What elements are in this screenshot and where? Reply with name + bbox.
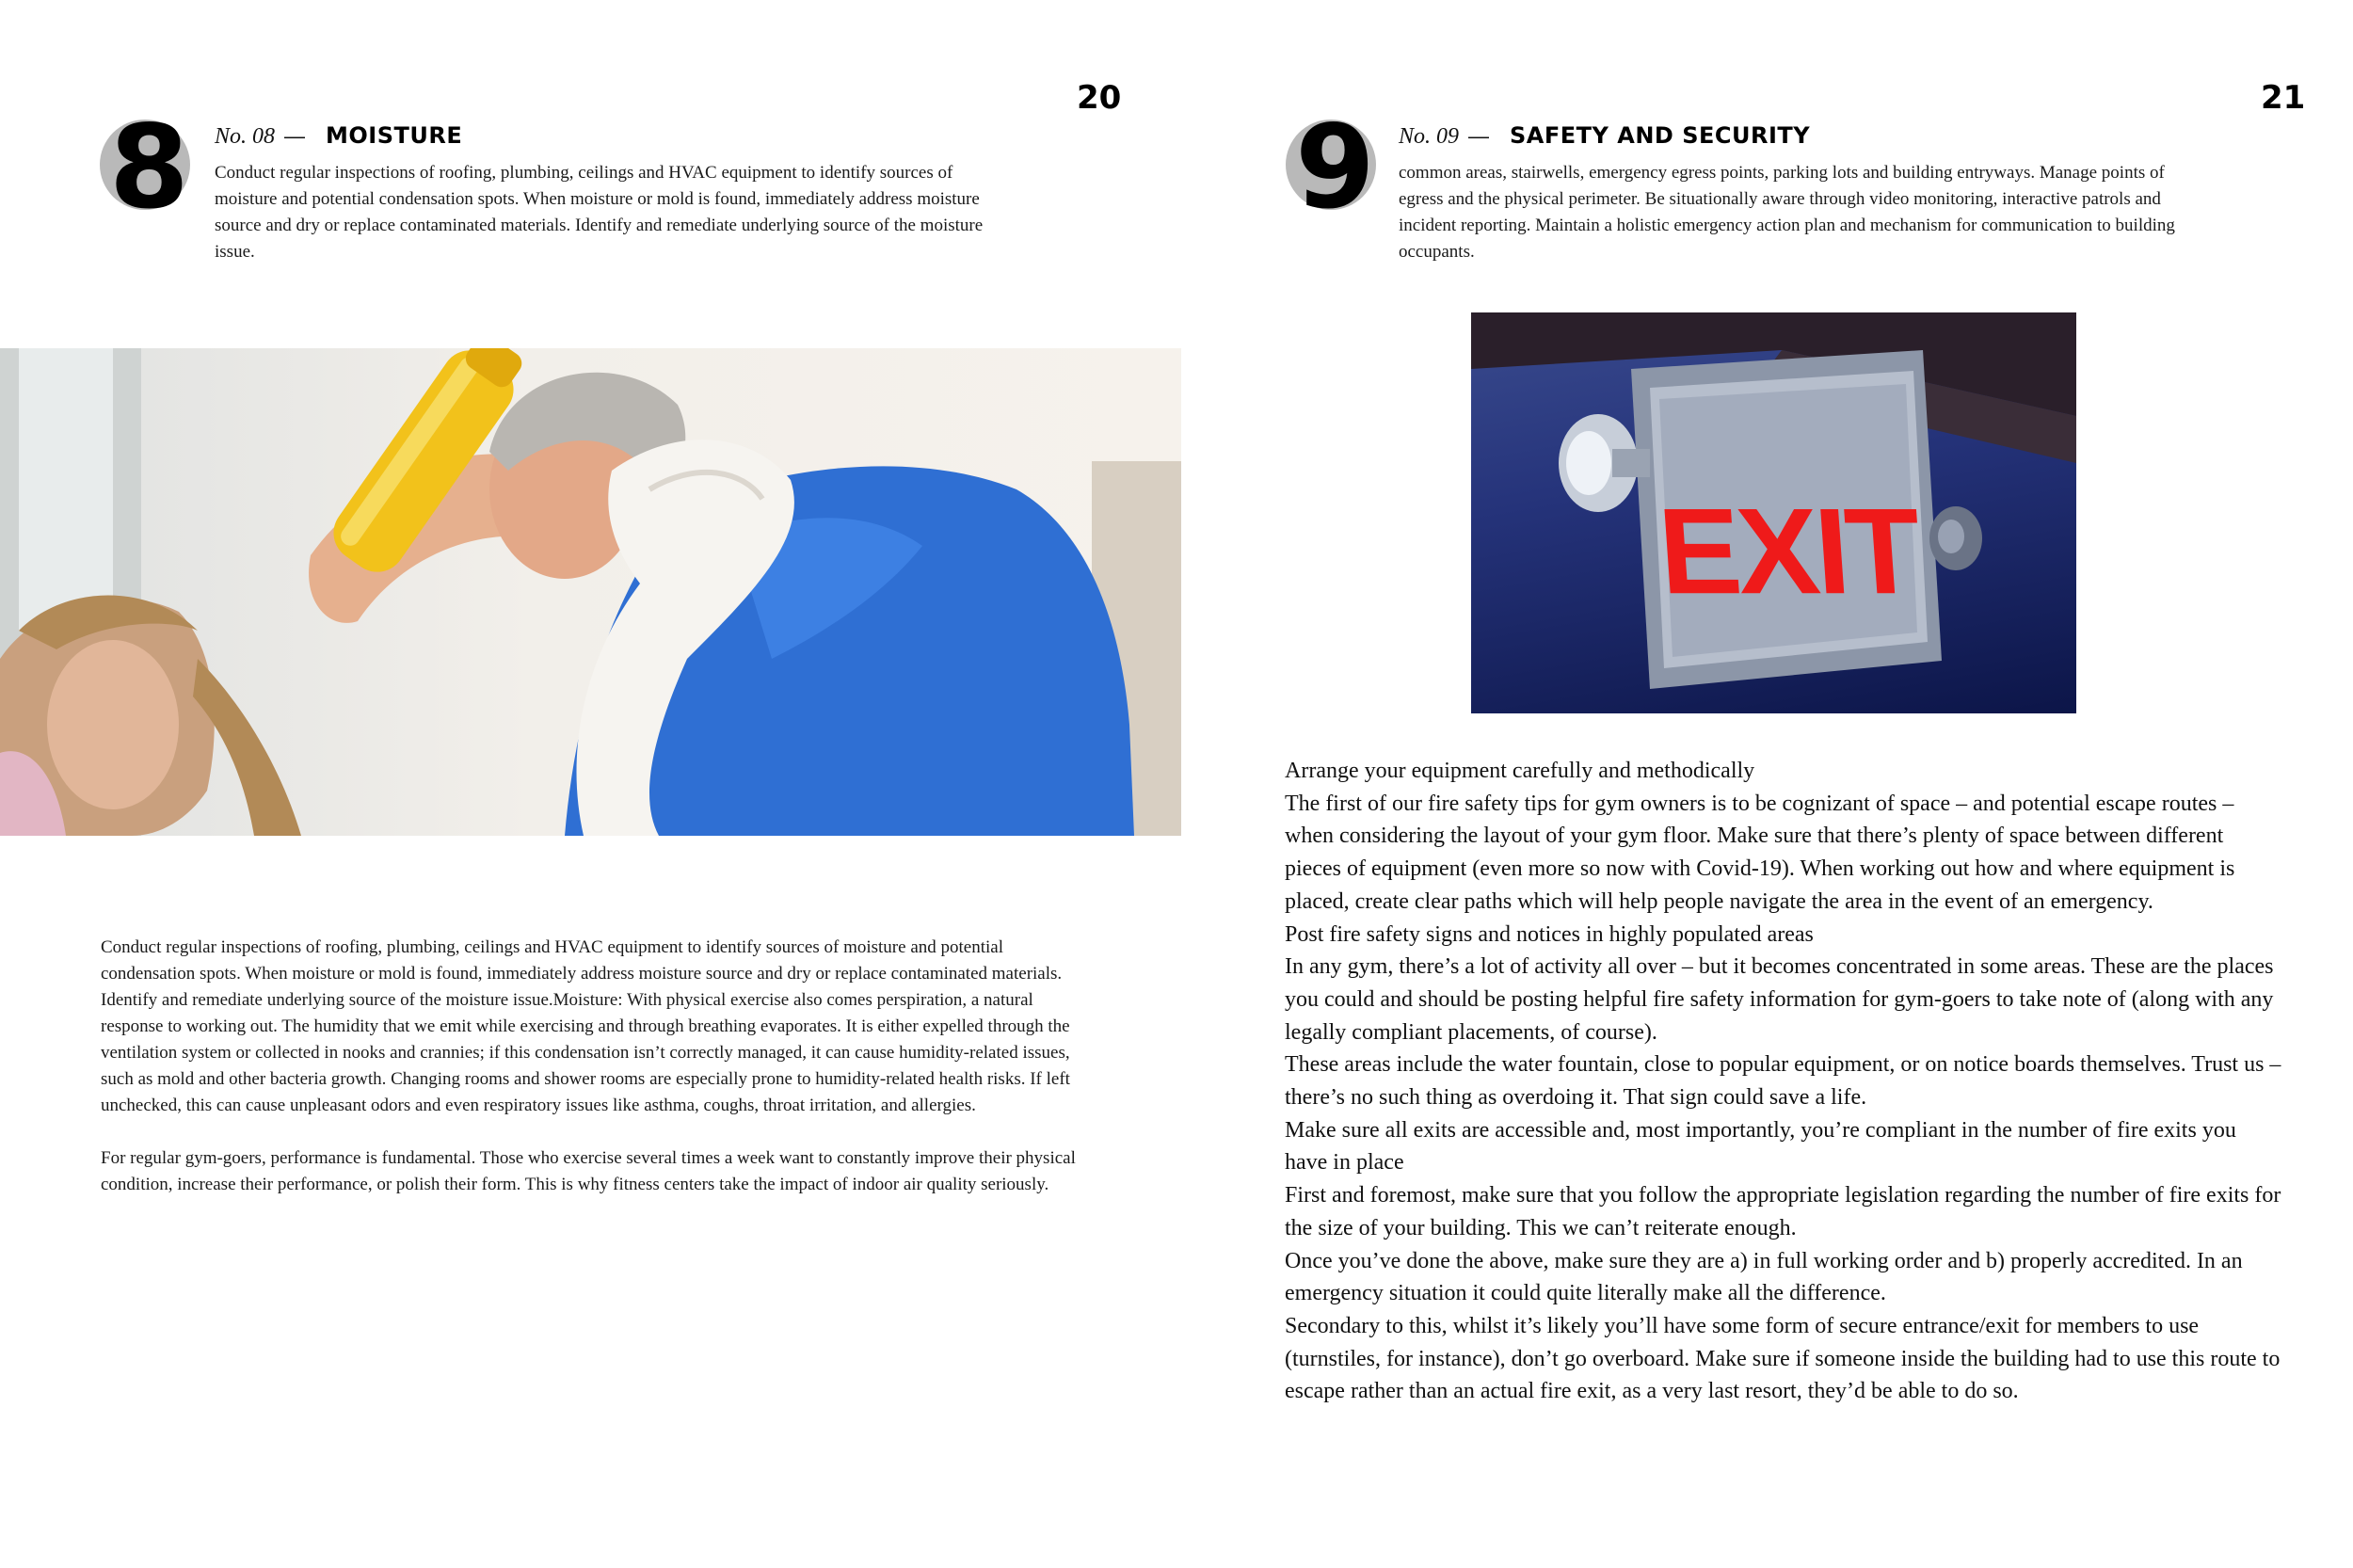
section-number: 9 [1295,101,1371,234]
section-label: No. 08 [215,124,276,149]
body-subheading: Arrange your equipment carefully and methodically [1285,759,1755,783]
section-label: No. 09 [1399,124,1460,149]
section-heading [215,122,462,150]
body-paragraph: Once you’ve done the above, make sure they are a) in full working order and b) properly accredited. In an emergency situation it could quite literally make all the difference. [1285,1248,2243,1306]
page-number: 20 [1077,79,1122,117]
body-paragraph: These areas include the water fountain, close to popular equipment, or on notice boards themselves. Trust us – there’s no such thing as overdoing it. That sign could save a life. [1285,1052,2281,1111]
section-body [1285,755,2282,1408]
section-body [101,935,1084,1224]
gym-photo-illustration [0,348,1181,836]
gym-workout-photo [0,348,1181,836]
section-intro: Conduct regular inspections of roofing, plumbing, ceilings and HVAC equipment to identify sources of moisture and potential condensation spots. When moisture or mold is found, immediately address moisture source and dry or replace contaminated materials. Identify and remediate underlying source of the moisture issue. [215,163,984,262]
section-title: MOISTURE [326,122,463,149]
section-number-badge [1286,101,1389,234]
section-title: SAFETY AND SECURITY [1510,122,1811,149]
section-intro: common areas, stairwells, emergency egress points, parking lots and building entryways. Manage points of egress and the physical perimeter. Be situationally aware through video monitoring, interactive patrols and incident reporting. Maintain a holistic emergency action plan and mechanism for communication to building occupants. [1399,163,2175,262]
body-paragraph: For regular gym-goers, performance is fundamental. Those who exercise several times a week want to constantly improve their physical condition, increase their performance, or polish their form. This is why fitness centers take the impact of indoor air quality seriously. [101,1148,1076,1194]
exit-sign-illustration [1471,312,2076,713]
section-number: 8 [109,101,185,234]
heading-dash: — [1468,124,1490,148]
section-heading [1399,122,1810,150]
exit-sign-text: EXIT [1654,482,1922,620]
exit-sign-photo [1471,312,2076,713]
body-paragraph: Conduct regular inspections of roofing, plumbing, ceilings and HVAC equipment to identify sources of moisture and potential condensation spots. When moisture or mold is found, immediately address moisture source and dry or replace contaminated materials. Identify and remediate underlying source of the moisture issue.Moisture: With physical exercise also comes perspiration, a natural response to working out. The humidity that we emit while exercising and through breathing evaporates. It is either expelled through the ventilation system or collected in nooks and crannies; if this condensation isn’t correctly managed, it can cause humidity-related issues, such as mold and other bacteria growth. Changing rooms and shower rooms are especially prone to humidity-related health risks. If left unchecked, this can cause unpleasant odors and even respiratory issues like asthma, coughs, throat irritation, and allergies. [101,937,1070,1115]
body-subheading: Post fire safety signs and notices in highly populated areas [1285,921,1814,947]
body-paragraph: In any gym, there’s a lot of activity all over – but it becomes concentrated in some areas. These are the places you could and should be posting helpful fire safety information for gym-goers to take note of (along with any legally compliant placements, of course). [1285,954,2274,1045]
body-paragraph: Secondary to this, whilst it’s likely you’ll have some form of secure entrance/exit for members to use (turnstiles, for instance), don’t go overboard. Make sure if someone inside the building had to use this route to escape rather than an actual fire exit, as a very last resort, they’d be able to do so. [1285,1313,2281,1404]
body-paragraph: The first of our fire safety tips for gym owners is to be cognizant of space – and potential escape routes – when considering the layout of your gym floor. Make sure that there’s plenty of space between different pieces of equipment (even more so now with Covid-19). When working out how and where equipment is placed, create clear paths which will help people navigate the area in the event of an emergency. [1285,791,2235,914]
body-paragraph: First and foremost, make sure that you follow the appropriate legislation regarding the number of fire exits for the size of your building. This we can’t reiterate enough. [1285,1183,2281,1240]
heading-dash: — [284,124,306,148]
page-number: 21 [2261,79,2306,117]
section-number-badge [100,101,203,234]
right-page [1176,0,2353,1568]
body-subheading: Make sure all exits are accessible and, most importantly, you’re compliant in the number of fire exits you have in place [1285,1117,2236,1176]
left-page [0,0,1176,1568]
